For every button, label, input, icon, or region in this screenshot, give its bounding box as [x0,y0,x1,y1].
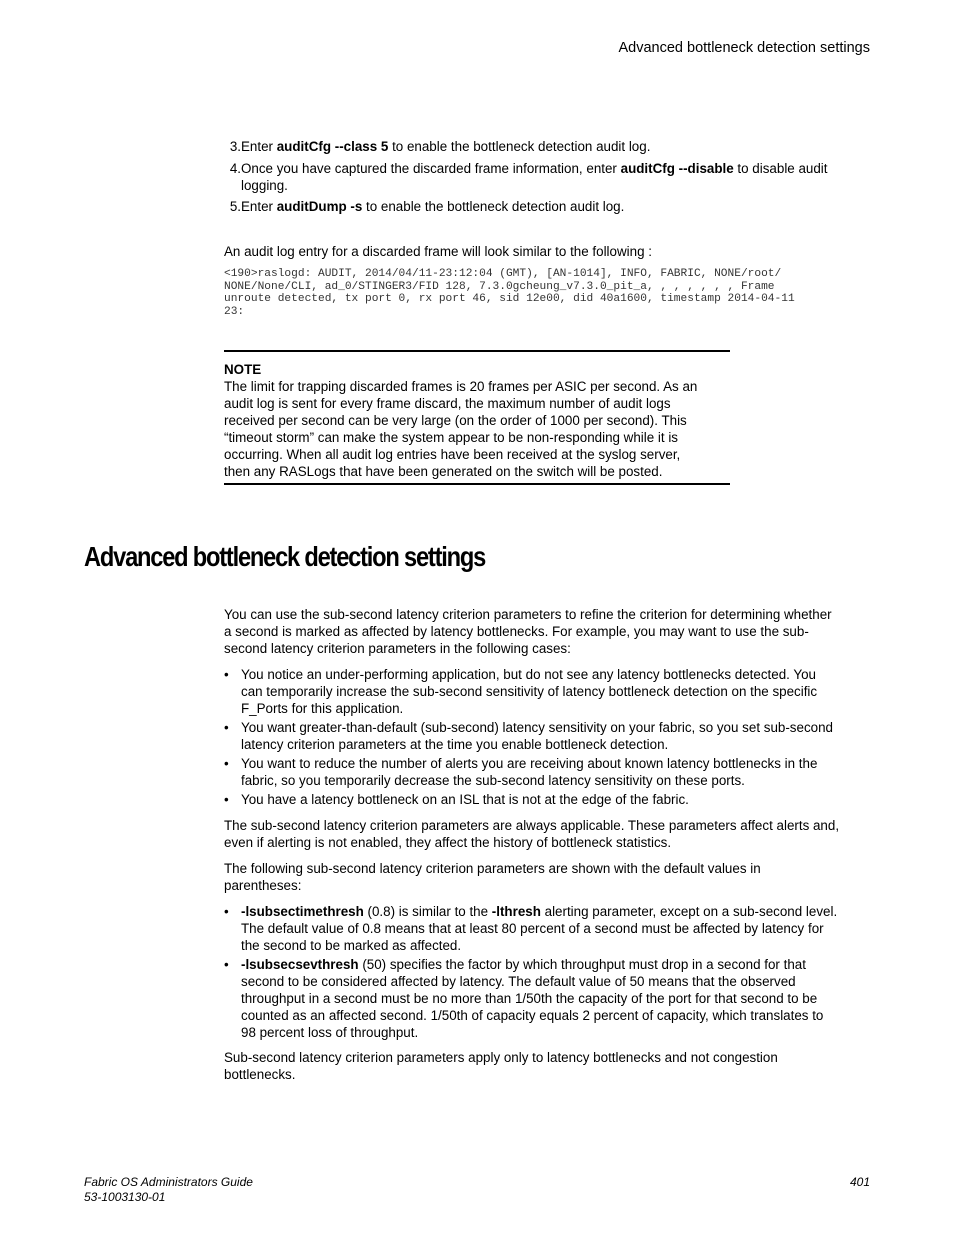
bullet-glyph: • [224,904,229,919]
step-4 [224,160,870,194]
paragraph-line: You can use the sub-second latency criterion parameters to refine the criterion for determining whether [224,607,832,622]
note-box [224,350,730,485]
step-text-part: Once you have captured the discarded frame information, enter [241,161,621,176]
parameter-name: -lsubsectimethresh [241,904,364,919]
paragraph-line: second latency criterion parameters in the following cases: [224,641,571,656]
list-item-line: F_Ports for this application. [241,701,404,716]
step-number: 4. [229,161,241,176]
step-text-part: to enable the bottleneck detection audit log. [388,139,651,154]
code-line: NONE/None/CLI, ad_0/STINGER3/FID 128, 7.3.0gcheung_v7.3.0_pit_a, , , , , , , Frame [224,280,775,293]
parameter-list [224,903,870,1041]
code-line: unroute detected, tx port 0, rx port 46, sid 12e00, did 40a1600, timestamp 2014-04-11 [224,293,795,305]
note-title: NOTE [224,362,262,377]
list-item-line: can temporarily increase the sub-second sensitivity of latency bottleneck detection on the specific [241,684,818,699]
step-5 [224,198,870,215]
note-top-rule [224,350,730,352]
step-3 [224,138,870,155]
applicability-paragraph [224,817,870,851]
code-block [224,268,795,318]
running-header: Advanced bottleneck detection settings [618,40,870,56]
list-item-line [241,903,870,920]
bullet-glyph: • [224,720,229,735]
note-text [224,378,730,480]
list-item-line: The default value of 0.8 means that at least 80 percent of a second must be affected by latency for [241,921,824,936]
list-item-line: You notice an under-performing application, but do not see any latency bottlenecks detected. You [241,667,816,682]
list-item-line: second to be considered affected by latency. The default value of 50 means that the observed [241,974,796,989]
note-line: occurring. When all audit log entries have been received at the syslog server, [224,447,681,462]
step-number: 5. [229,199,241,214]
note-line: “timeout storm” can make the system appear to be non-responding while it is [224,430,679,445]
closing-paragraph [224,1049,870,1083]
bullet-glyph: • [224,957,229,972]
bullet-glyph: • [224,792,229,807]
step-number: 3. [229,139,241,154]
list-item-line: the second to be marked as affected. [241,938,462,953]
defaults-intro-paragraph [224,860,870,894]
bullet-glyph: • [224,667,229,682]
paragraph-line: a second is marked as affected by latency bottlenecks. For example, you may want to use the sub- [224,624,809,639]
parameter-text: (0.8) is similar to the [363,904,492,919]
list-item [224,791,870,808]
note-bottom-rule [224,483,730,485]
document-title: Fabric OS Administrators Guide [84,1175,253,1189]
note-line: The limit for trapping discarded frames is 20 frames per ASIC per second. As an [224,379,698,394]
code-line: <190>raslogd: AUDIT, 2014/04/11-23:12:04 (GMT), [AN-1014], INFO, FABRIC, NONE/root/ [224,268,782,280]
list-item-line: fabric, so you temporarily decrease the sub-second latency sensitivity on these ports. [241,773,745,788]
section-heading: Advanced bottleneck detection settings [84,541,486,572]
step-text-part: Enter [241,139,277,154]
command-text: auditCfg --class 5 [276,139,389,154]
paragraph-line: even if alerting is not enabled, they affect the history of bottleneck statistics. [224,835,672,850]
step-text-part: to enable the bottleneck detection audit log. [362,199,625,214]
step-text-part: to disable audit logging. [241,161,828,193]
step-text-part: Enter [241,199,277,214]
list-item-line: 98 percent loss of throughput. [241,1025,419,1040]
list-item-line: latency criterion parameters at the time you enable bottleneck detection. [241,737,669,752]
list-item-line [241,956,870,973]
note-line: then any RASLogs that have been generated on the switch will be posted. [224,464,663,479]
command-text: auditDump -s [276,199,363,214]
intro-paragraph [224,606,870,657]
list-item-line: counted as an affected second. 1/50th of capacity equals 2 percent of capacity, which translates to [241,1008,824,1023]
paragraph-line: The sub-second latency criterion parameters are always applicable. These parameters affect alerts and, [224,818,840,833]
parameter-text: alerting parameter, except on a sub-second level. [540,904,838,919]
parameter-item [224,903,870,954]
step-text [241,160,870,194]
step-text [241,198,870,215]
list-item [224,666,870,717]
note-line: received per second can be very large (on the order of 1000 per second). This [224,413,687,428]
list-item-line: You want to reduce the number of alerts you are receiving about known latency bottlenecks in the [241,756,818,771]
list-item-line: You want greater-than-default (sub-second) latency sensitivity on your fabric, so you set sub-second [241,720,833,735]
bullet-glyph: • [224,756,229,771]
parameter-item [224,956,870,1041]
command-text: auditCfg --disable [620,161,734,176]
parameter-text: (50) specifies the factor by which throughput must drop in a second for that [358,957,806,972]
paragraph-line: Sub-second latency criterion parameters apply only to latency bottlenecks and not congestion [224,1050,778,1065]
document-number: 53-1003130-01 [84,1190,166,1204]
list-item-line: throughput in a second must be no more than 1/50th the capacity of the port for that second to be [241,991,818,1006]
note-line: audit log is sent for every frame discard, the maximum number of audit logs [224,396,671,411]
list-item [224,719,870,753]
step-text [241,138,870,155]
audit-intro: An audit log entry for a discarded frame will look similar to the following : [224,244,652,259]
parameter-reference: -lthresh [491,904,541,919]
parameter-name: -lsubsecsevthresh [241,957,359,972]
page-number: 401 [849,1175,870,1189]
footer-left [84,1175,253,1205]
cases-list [224,666,870,808]
list-item [224,755,870,789]
paragraph-line: The following sub-second latency criterion parameters are shown with the default values in [224,861,761,876]
list-item-line: You have a latency bottleneck on an ISL that is not at the edge of the fabric. [241,792,689,807]
code-line: 23: [224,305,245,318]
paragraph-line: bottlenecks. [224,1067,296,1082]
paragraph-line: parentheses: [224,878,302,893]
